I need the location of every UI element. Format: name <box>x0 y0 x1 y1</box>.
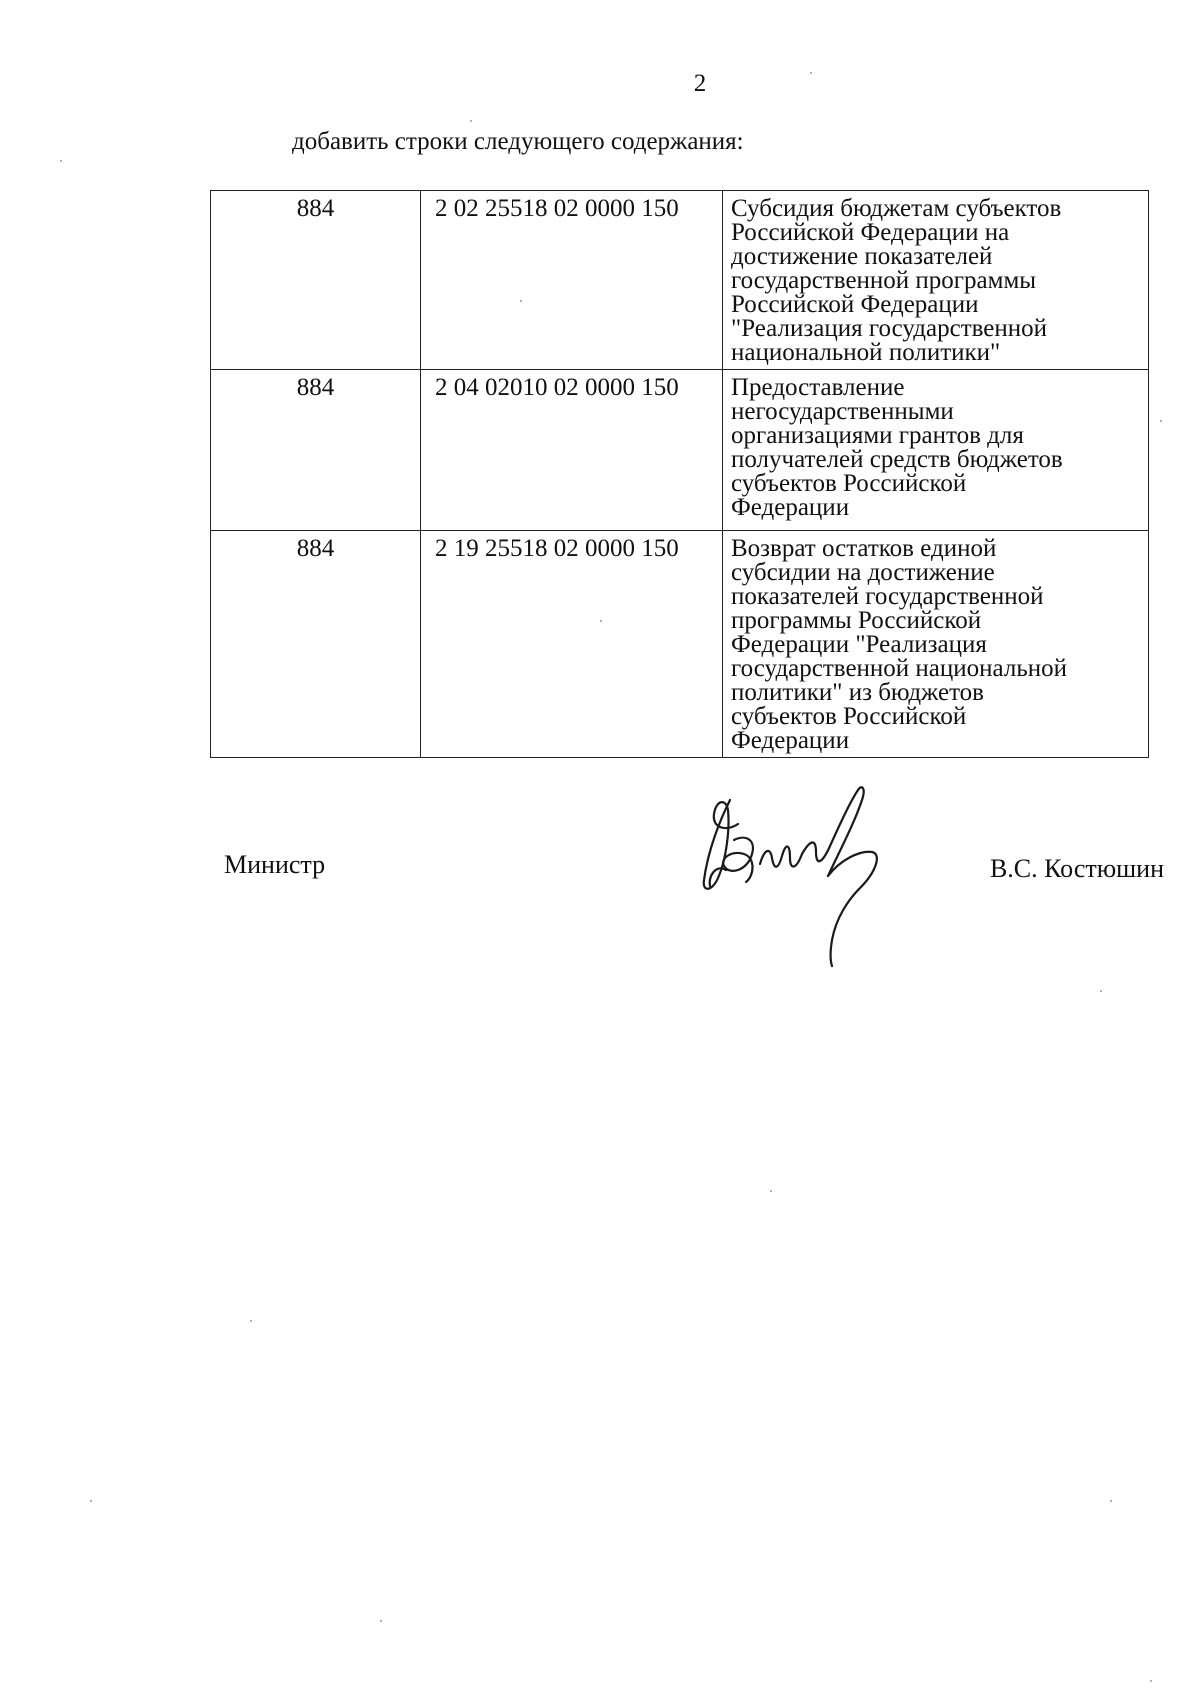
page-number: 2 <box>693 70 707 97</box>
table-row <box>211 531 1149 758</box>
description-line: Возврат остатков единой <box>731 535 997 562</box>
budget-codes-table <box>210 190 1149 758</box>
scan-speck <box>1100 990 1102 992</box>
intro-text: добавить строки следующего содержания: <box>292 128 744 155</box>
kbk-code-cell: 2 02 25518 02 0000 150 <box>421 191 723 370</box>
handwritten-signature <box>690 780 920 970</box>
description-line: организациями грантов для <box>731 422 1024 449</box>
description-line: Предоставление <box>731 374 905 401</box>
signer-position: Министр <box>224 850 326 879</box>
description-line: субъектов Российской <box>731 470 967 497</box>
kbk-code-cell: 2 19 25518 02 0000 150 <box>421 531 723 758</box>
description-line: Федерации "Реализация <box>731 631 987 658</box>
scan-speck <box>770 1190 772 1192</box>
description-line: программы Российской <box>731 607 982 634</box>
description-line: получателей средств бюджетов <box>731 446 1063 473</box>
scan-speck <box>380 1620 382 1622</box>
description-line: государственной национальной <box>731 655 1067 682</box>
scan-speck <box>520 300 522 302</box>
kbk-code-cell: 2 04 02010 02 0000 150 <box>421 370 723 531</box>
description-cell <box>723 370 1149 531</box>
scan-speck <box>1150 1680 1152 1682</box>
description-line: "Реализация государственной <box>731 315 1048 342</box>
scan-speck <box>810 72 812 74</box>
table-row <box>211 370 1149 531</box>
description-line: субсидии на достижение <box>731 559 995 586</box>
description-line: политики" из бюджетов <box>731 679 984 706</box>
description-cell <box>723 191 1149 370</box>
scan-speck <box>470 120 472 122</box>
description-line: Российской Федерации на <box>731 219 1010 246</box>
description-line: достижение показателей <box>731 243 993 270</box>
admin-code-cell: 884 <box>211 531 421 758</box>
scan-speck <box>1160 420 1162 422</box>
scan-speck <box>250 1320 252 1322</box>
scan-speck <box>90 1500 92 1502</box>
description-line: национальной политики" <box>731 339 1001 366</box>
signer-name: В.С. Костюшин <box>989 854 1164 883</box>
description-line: показателей государственной <box>731 583 1044 610</box>
scan-speck <box>600 620 602 622</box>
admin-code-cell: 884 <box>211 370 421 531</box>
description-line: Российской Федерации <box>731 291 979 318</box>
description-cell <box>723 531 1149 758</box>
description-line: Субсидия бюджетам субъектов <box>731 195 1062 222</box>
description-line: негосударственными <box>731 398 954 425</box>
description-line: субъектов Российской <box>731 703 967 730</box>
scan-speck <box>60 160 62 162</box>
description-line: Федерации <box>731 727 850 754</box>
description-line: Федерации <box>731 494 850 521</box>
table-row <box>211 191 1149 370</box>
admin-code-cell: 884 <box>211 191 421 370</box>
scan-speck <box>1110 1500 1112 1502</box>
description-line: государственной программы <box>731 267 1037 294</box>
